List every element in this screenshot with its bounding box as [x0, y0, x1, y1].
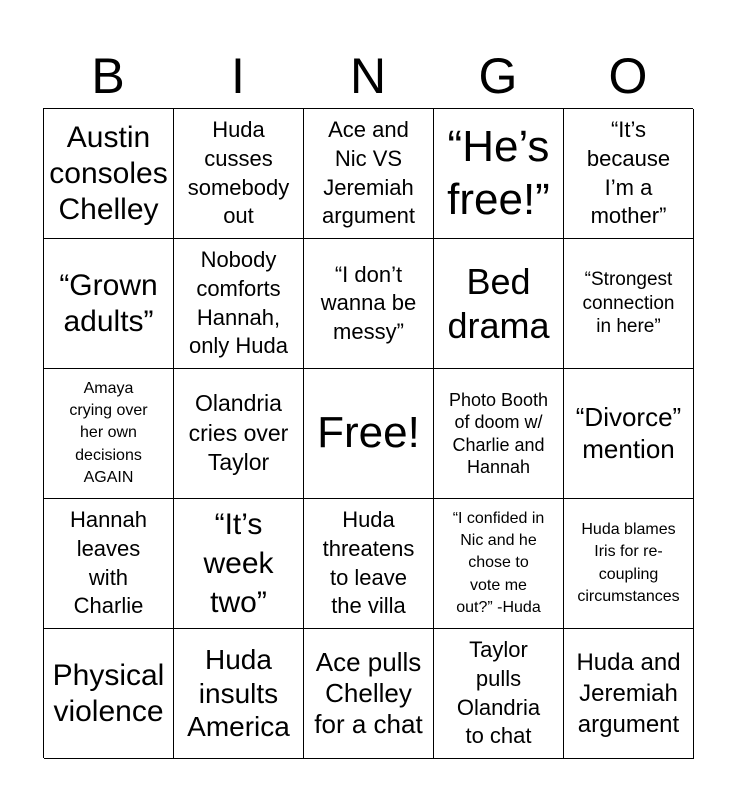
cell-text: Ace and Nic VS Jeremiah argument: [322, 117, 415, 229]
bingo-cell-r3c5[interactable]: [564, 369, 694, 499]
bingo-cell-r1c3[interactable]: [304, 109, 434, 239]
bingo-cell-r3c3[interactable]: [304, 369, 434, 499]
bingo-board: [43, 108, 693, 758]
cell-text: “He’s free!”: [447, 121, 550, 224]
cell-text: Olandria cries over Taylor: [188, 389, 289, 476]
cell-text: “Strongest connection in here”: [582, 268, 675, 338]
bingo-cell-r4c3[interactable]: [304, 499, 434, 629]
cell-text: Nobody comforts Hannah, only Huda: [188, 247, 289, 359]
bingo-cell-r5c2[interactable]: [174, 629, 304, 759]
cell-text: Huda and Jeremiah argument: [576, 648, 681, 739]
cell-text: Huda cusses somebody out: [187, 117, 290, 229]
bingo-cell-r4c4[interactable]: [434, 499, 564, 629]
cell-text: Taylor pulls Olandria to chat: [456, 637, 541, 749]
bingo-cell-r2c4[interactable]: [434, 239, 564, 369]
bingo-cell-r1c1[interactable]: [44, 109, 174, 239]
cell-text: Photo Booth of doom w/ Charlie and Hannah: [448, 389, 549, 477]
cell-text: “Grown adults”: [59, 268, 158, 338]
cell-text: “I don’t wanna be messy”: [320, 261, 417, 344]
cell-text: Ace pulls Chelley for a chat: [314, 646, 423, 740]
bingo-cell-r4c5[interactable]: [564, 499, 694, 629]
header-letter-i: I: [231, 48, 245, 104]
cell-text: “It’s week two”: [203, 508, 274, 619]
bingo-cell-r3c2[interactable]: [174, 369, 304, 499]
header-letter-b: B: [91, 48, 125, 104]
bingo-cell-r1c4[interactable]: [434, 109, 564, 239]
cell-text: Free!: [317, 408, 420, 458]
bingo-cell-r5c5[interactable]: [564, 629, 694, 759]
cell-text: “I confided in Nic and he chose to vote me out?” -Huda: [452, 509, 545, 617]
bingo-cell-r3c4[interactable]: [434, 369, 564, 499]
bingo-cell-r2c3[interactable]: [304, 239, 434, 369]
bingo-cell-r1c5[interactable]: [564, 109, 694, 239]
bingo-header: [43, 44, 693, 108]
header-letter-n: N: [349, 48, 387, 104]
cell-text: Huda insults America: [187, 644, 290, 743]
cell-text: Huda threatens to leave the villa: [322, 507, 415, 619]
bingo-cell-r4c2[interactable]: [174, 499, 304, 629]
cell-text: Physical violence: [52, 658, 165, 728]
bingo-cell-r2c2[interactable]: [174, 239, 304, 369]
bingo-cell-r5c3[interactable]: [304, 629, 434, 759]
cell-text: “Divorce” mention: [575, 402, 682, 464]
header-letter-g: G: [478, 48, 518, 104]
bingo-cell-r2c5[interactable]: [564, 239, 694, 369]
bingo-cell-r3c1[interactable]: [44, 369, 174, 499]
cell-text: Amaya crying over her own decisions AGAIN: [69, 379, 148, 487]
bingo-cell-r5c1[interactable]: [44, 629, 174, 759]
cell-text: Huda blames Iris for re- coupling circumstances: [577, 520, 680, 605]
cell-text: Austin consoles Chelley: [49, 120, 168, 226]
header-letter-o: O: [608, 48, 648, 104]
cell-text: Bed drama: [447, 261, 550, 346]
bingo-cell-r4c1[interactable]: [44, 499, 174, 629]
cell-text: “It’s because I’m a mother”: [586, 117, 671, 229]
bingo-cell-r5c4[interactable]: [434, 629, 564, 759]
cell-text: Hannah leaves with Charlie: [69, 507, 148, 619]
bingo-cell-r2c1[interactable]: [44, 239, 174, 369]
bingo-cell-r1c2[interactable]: [174, 109, 304, 239]
